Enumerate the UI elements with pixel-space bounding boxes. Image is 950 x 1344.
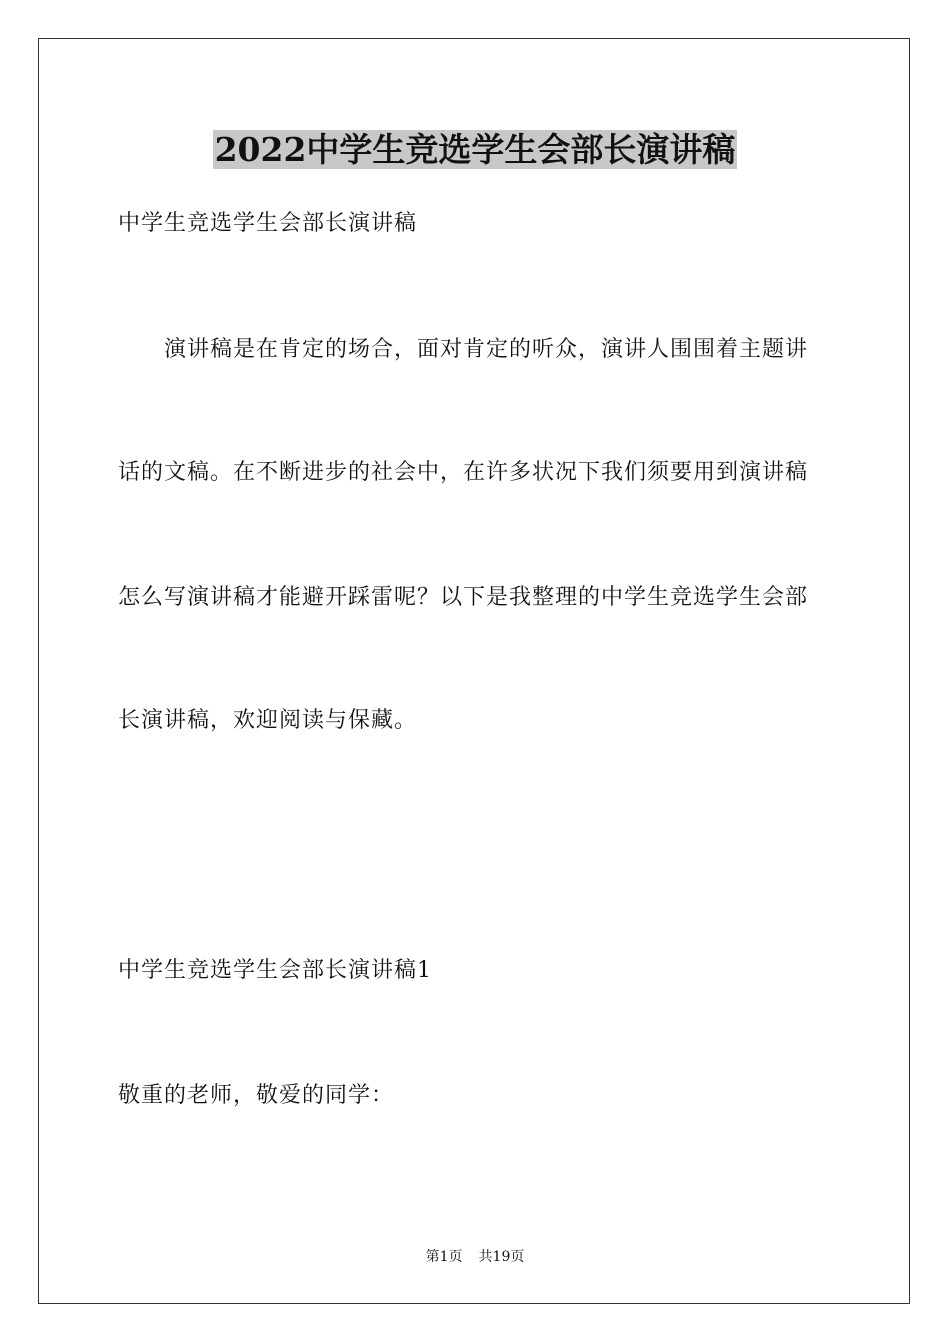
page-footer [0, 1247, 950, 1267]
greeting-line: 敬重的老师，敬爱的同学： [118, 1083, 395, 1108]
intro-line-2: 话的文稿。在不断进步的社会中，在许多状况下我们须要用到演讲稿 [118, 460, 809, 485]
document-title [0, 128, 950, 172]
page-number: 第1页 [425, 1249, 463, 1265]
intro-line-1: 演讲稿是在肯定的场合，面对肯定的听众，演讲人围围着主题讲 [164, 337, 809, 362]
section-heading: 中学生竞选学生会部长演讲稿1 [118, 958, 432, 983]
page-total: 共19页 [478, 1249, 525, 1265]
document-subtitle: 中学生竞选学生会部长演讲稿 [118, 211, 418, 236]
document-title-text: 2022中学生竞选学生会部长演讲稿 [214, 130, 736, 169]
intro-line-4: 长演讲稿，欢迎阅读与保藏。 [118, 708, 418, 733]
intro-line-3: 怎么写演讲稿才能避开踩雷呢？以下是我整理的中学生竞选学生会部 [118, 585, 809, 610]
